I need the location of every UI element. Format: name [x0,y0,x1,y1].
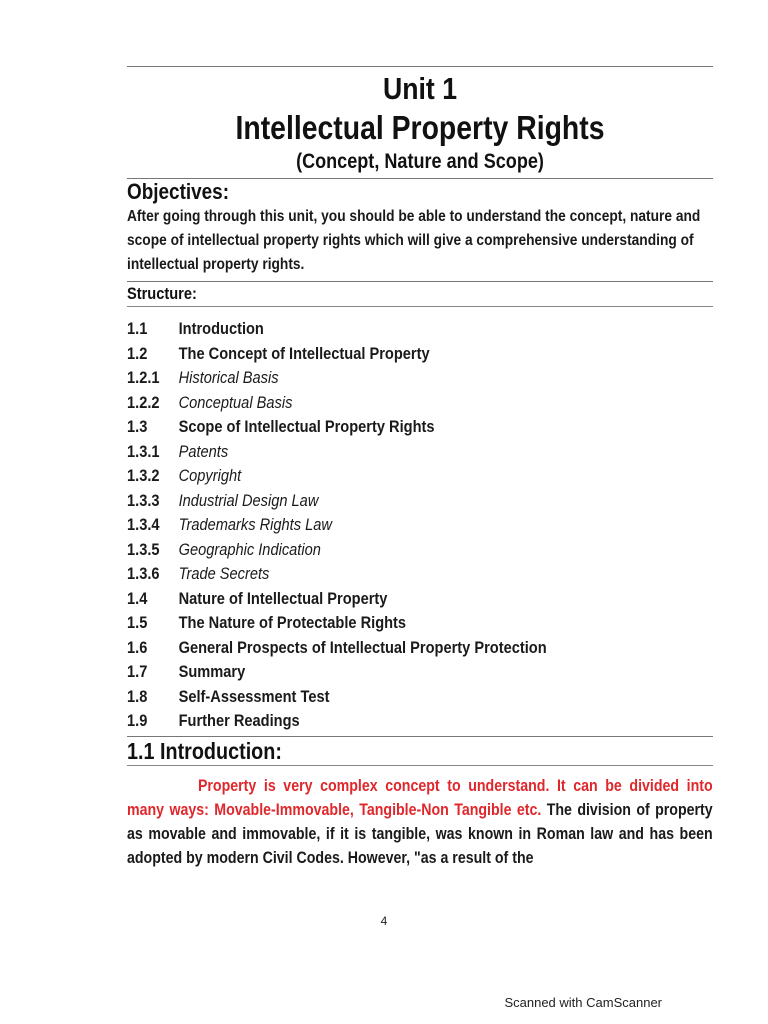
document-page [127,66,713,870]
structure-item [127,415,712,440]
structure-list [127,317,713,734]
structure-item-number: 1.3.6 [127,564,160,584]
introduction-rule [127,765,713,766]
objectives-text: After going through this unit, you should be able to understand the concept, nature and scope of intellectual property rights which will give a comprehensive understanding of intellectual property rights. [127,208,701,273]
structure-item-number: 1.4 [127,588,148,608]
structure-item [127,366,712,391]
structure-item [127,464,712,489]
scanner-watermark: Scanned with CamScanner [504,995,662,1010]
structure-item-title: Industrial Design Law [178,490,319,510]
structure-item-number: 1.2 [127,343,148,363]
introduction-highlight: Property is very complex concept to understand. It can be divided into many ways: Movable-Immovable, Tangible-Non Tangible etc. [127,776,713,819]
structure-item-number: 1.2.1 [127,368,160,388]
structure-item-number: 1.9 [127,711,148,731]
structure-item [127,317,712,342]
structure-item [127,660,712,685]
structure-item-title: Summary [178,662,246,682]
structure-item-title: Further Readings [178,711,300,731]
introduction-continuation: The division of property as movable and immovable, if it is tangible, was known in Roman law and has been adopted by modern Civil Codes. However, "as a result of the [127,800,713,867]
structure-item-number: 1.3 [127,417,148,437]
structure-item-title: Trademarks Rights Law [178,515,332,535]
page-subtitle: (Concept, Nature and Scope) [296,150,544,173]
structure-item-title: Historical Basis [178,368,279,388]
structure-item-number: 1.8 [127,686,148,706]
structure-item-number: 1.3.2 [127,466,160,486]
structure-item-number: 1.7 [127,662,148,682]
structure-item [127,709,712,734]
structure-item [127,685,712,710]
structure-item-number: 1.2.2 [127,392,160,412]
structure-item [127,636,712,661]
structure-item-title: The Nature of Protectable Rights [178,613,407,633]
structure-item-number: 1.3.3 [127,490,160,510]
structure-item [127,440,712,465]
structure-item-title: Conceptual Basis [178,392,293,412]
objectives-heading: Objectives: [127,179,230,204]
structure-item-number: 1.1 [127,319,148,339]
structure-item [127,391,712,416]
unit-label: Unit 1 [382,71,458,106]
structure-item [127,489,712,514]
structure-item [127,513,712,538]
structure-item-number: 1.3.4 [127,515,160,535]
structure-item [127,611,712,636]
introduction-heading: 1.1 Introduction: [127,737,282,764]
structure-item-title: Patents [178,441,229,461]
structure-item-title: Copyright [178,466,242,486]
structure-item-title: General Prospects of Intellectual Property Protection [178,637,547,657]
top-rule [127,66,713,67]
structure-item-number: 1.5 [127,613,148,633]
introduction-indent [127,777,198,795]
structure-item-title: Trade Secrets [178,564,270,584]
structure-item [127,587,712,612]
structure-item-number: 1.3.5 [127,539,160,559]
structure-item [127,342,712,367]
structure-item-title: Geographic Indication [178,539,321,559]
structure-item [127,562,712,587]
structure-item [127,538,712,563]
structure-item-title: Introduction [178,319,264,339]
page-title: Intellectual Property Rights [235,109,605,146]
introduction-paragraph [127,774,713,870]
structure-item-title: Nature of Intellectual Property [178,588,388,608]
structure-item-title: The Concept of Intellectual Property [178,343,430,363]
structure-item-number: 1.3.1 [127,441,160,461]
structure-item-title: Scope of Intellectual Property Rights [178,417,435,437]
structure-item-title: Self-Assessment Test [178,686,330,706]
page-number: 4 [380,914,388,928]
structure-heading: Structure: [127,284,197,303]
structure-item-number: 1.6 [127,637,148,657]
structure-rule [127,306,713,307]
